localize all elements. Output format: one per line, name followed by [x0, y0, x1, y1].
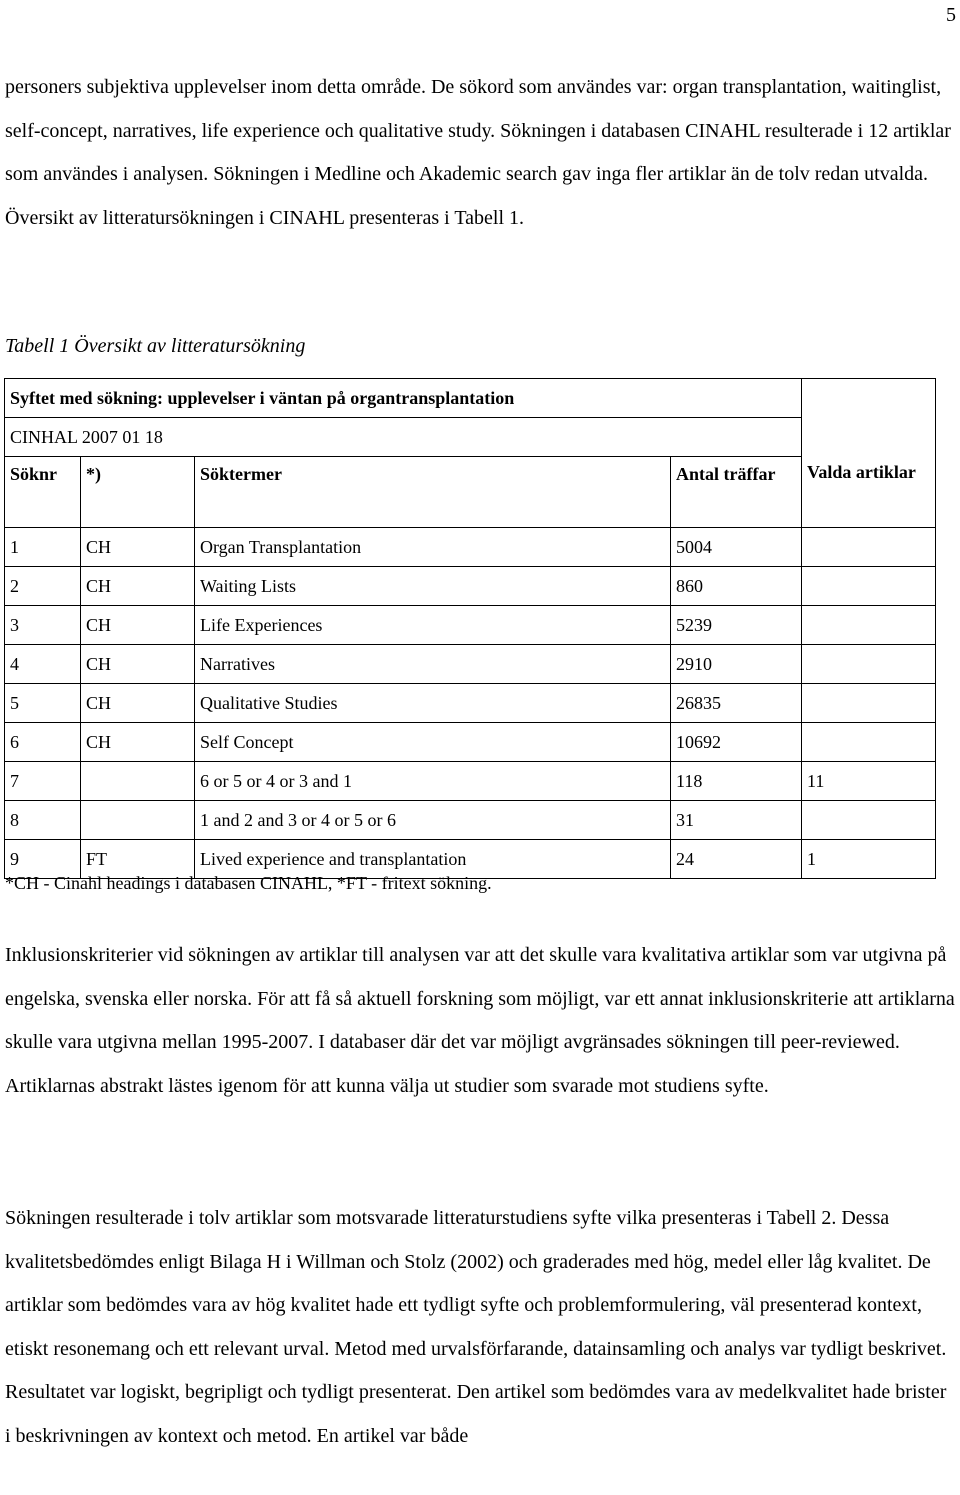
page-number: 5 [946, 4, 956, 26]
cell-type: CH [81, 723, 195, 762]
cell-sokterm: Life Experiences [195, 606, 671, 645]
table-row [5, 645, 936, 684]
cell-valda [802, 567, 936, 606]
cell-type [81, 801, 195, 840]
cell-valda [802, 684, 936, 723]
table-header-row [5, 457, 936, 528]
cell-antal: 118 [671, 762, 802, 801]
table-footnote: *CH - Cinahl headings i databasen CINAHL, *FT - fritext sökning. [5, 873, 492, 893]
results-paragraph: Sökningen resulterade i tolv artiklar som motsvarade litteraturstudiens syfte vilka presenteras i Tabell 2. Dessa kvalitetsbedömdes enligt Bilaga H i Willman och Stolz (2002) och graderades med hög, medel eller låg kvalitet. De artiklar som bedömdes vara av hög kvalitet hade ett tydligt syfte och problemformulering, väl presenterad kontext, etiskt resonemang och ett relevant urval. Metod med urvalsförfarande, datainsamling och analys var tydligt beskrivet. Resultatet var logiskt, begripligt och tydligt presenterat. Den artikel som bedömdes vara av medelkvalitet hade brister i beskrivningen av kontext och metod. En artikel var både [5, 1207, 947, 1447]
cell-type: CH [81, 684, 195, 723]
table-row [5, 567, 936, 606]
cell-sokterm: Lived experience and transplantation [195, 840, 671, 879]
table-purpose-row [5, 379, 936, 418]
table-row [5, 606, 936, 645]
cell-type: CH [81, 645, 195, 684]
cell-sokterm: Waiting Lists [195, 567, 671, 606]
cell-sokterm: Narratives [195, 645, 671, 684]
cell-valda: 11 [802, 762, 936, 801]
header-valda-artiklar: Valda artiklar [802, 379, 936, 528]
cell-antal: 26835 [671, 684, 802, 723]
cell-sokterm: Organ Transplantation [195, 528, 671, 567]
cell-soknr: 7 [5, 762, 81, 801]
table-row [5, 801, 936, 840]
cell-antal: 24 [671, 840, 802, 879]
cell-sokterm: Qualitative Studies [195, 684, 671, 723]
cell-valda [802, 645, 936, 684]
cell-valda [802, 801, 936, 840]
intro-paragraph: personers subjektiva upplevelser inom detta område. De sökord som användes var: organ transplantation, waitinglist, self-concept, narratives, life experience och qualitative study. Sökningen i databasen CINAHL resulterade i 12 artiklar som användes i analysen. Sökningen i Medline och Akademic search gav inga fler artiklar än de tolv redan utvalda. Översikt av litteratursökningen i CINAHL presenteras i Tabell 1. [5, 76, 951, 229]
table-database: CINHAL 2007 01 18 [5, 418, 802, 457]
cell-sokterm: 6 or 5 or 4 or 3 and 1 [195, 762, 671, 801]
cell-soknr: 8 [5, 801, 81, 840]
table-caption: Tabell 1 Översikt av litteratursökning [5, 335, 306, 357]
cell-antal: 31 [671, 801, 802, 840]
table-row [5, 528, 936, 567]
table-row [5, 684, 936, 723]
cell-valda [802, 528, 936, 567]
cell-soknr: 2 [5, 567, 81, 606]
cell-antal: 5239 [671, 606, 802, 645]
cell-soknr: 9 [5, 840, 81, 879]
inclusion-paragraph: Inklusionskriterier vid sökningen av artiklar till analysen var att det skulle vara kvalitativa artiklar som var utgivna på engelska, svenska eller norska. För att få så aktuell forskning som möjligt, var ett annat inklusionskriterie att artiklarna skulle vara utgivna mellan 1995-2007. I databaser där det var möjligt avgränsades sökningen till peer-reviewed. Artiklarnas abstrakt lästes igenom för att kunna välja ut studier som svarade mot studiens syfte. [5, 944, 955, 1097]
table-purpose: Syftet med sökning: upplevelser i väntan på organtransplantation [5, 379, 802, 418]
cell-valda [802, 606, 936, 645]
cell-antal: 10692 [671, 723, 802, 762]
cell-sokterm: 1 and 2 and 3 or 4 or 5 or 6 [195, 801, 671, 840]
cell-sokterm: Self Concept [195, 723, 671, 762]
cell-soknr: 5 [5, 684, 81, 723]
table-row [5, 762, 936, 801]
cell-antal: 860 [671, 567, 802, 606]
cell-antal: 2910 [671, 645, 802, 684]
search-overview-table [4, 378, 936, 879]
header-soktermer: Söktermer [195, 457, 671, 528]
cell-soknr: 1 [5, 528, 81, 567]
cell-type [81, 762, 195, 801]
cell-type: CH [81, 528, 195, 567]
cell-soknr: 6 [5, 723, 81, 762]
cell-soknr: 3 [5, 606, 81, 645]
cell-type: CH [81, 567, 195, 606]
header-type: *) [81, 457, 195, 528]
cell-soknr: 4 [5, 645, 81, 684]
cell-antal: 5004 [671, 528, 802, 567]
header-soknr: Söknr [5, 457, 81, 528]
table-row [5, 723, 936, 762]
table-database-row [5, 418, 936, 457]
cell-type: CH [81, 606, 195, 645]
cell-valda: 1 [802, 840, 936, 879]
cell-valda [802, 723, 936, 762]
cell-type: FT [81, 840, 195, 879]
header-antal-traffar: Antal träffar [671, 457, 802, 528]
